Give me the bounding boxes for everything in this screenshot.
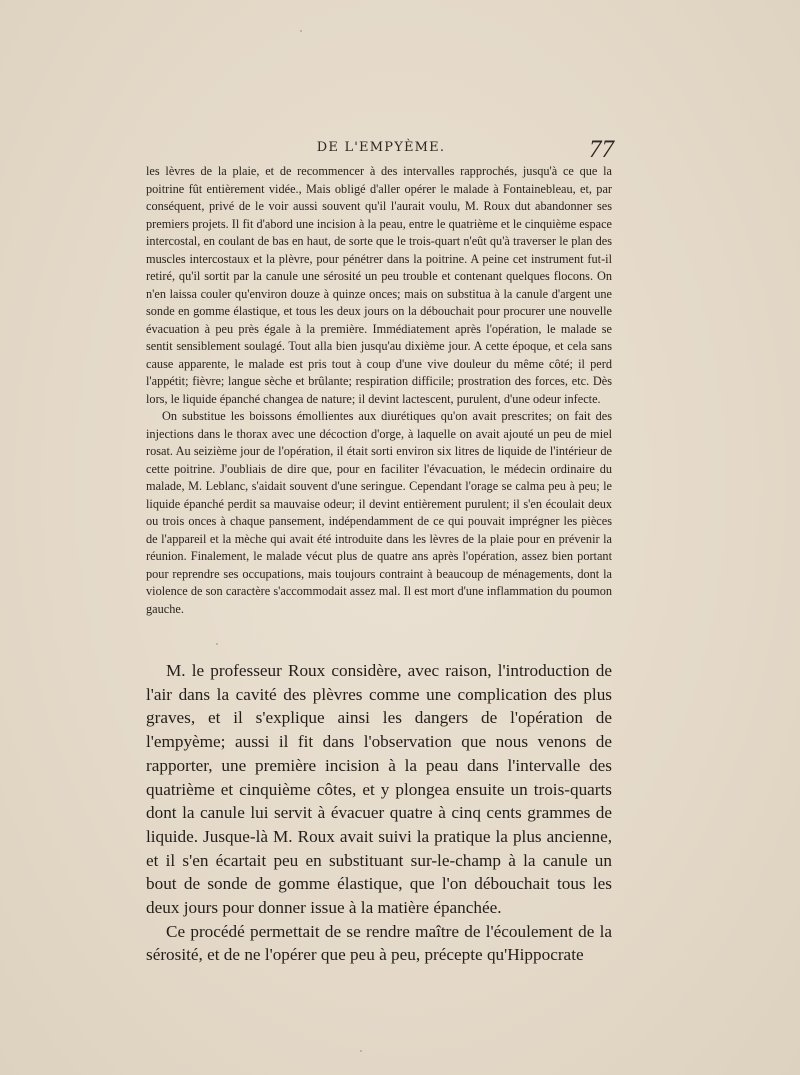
observation-note <box>146 163 612 618</box>
paper-speck <box>360 1050 362 1052</box>
main-text <box>146 659 612 967</box>
running-title: DE L'EMPYÈME. <box>316 140 446 155</box>
main-paragraph: M. le professeur Roux considère, avec raison, l'introduction de l'air dans la cavité des plèvres comme une complication des plus graves, et il s'explique ainsi les dangers de l'opération de l'empyème; aussi il fit dans l'observation que nous venons de rapporter, une première incision à la peau dans l'intervalle des quatrième et cinquième côtes, et y plongea ensuite un trois-quarts dont la canule lui servit à évacuer quatre à cinq cents grammes de liquide. Jusque-là M. Roux avait suivi la pratique la plus ancienne, et il s'en écartait peu en substituant sur-le-champ à la canule un bout de sonde de gomme élastique, que l'on débouchait tous les deux jours pour donner issue à la matière épanchée. <box>146 661 612 918</box>
note-paragraph: les lèvres de la plaie, et de recommencer à des intervalles rapprochés, jusqu'à ce que la poitrine fût entièrement vidée., Mais obligé d'aller opérer le malade à Fontainebleau, et, par conséquent, privé de le voir aussi souvent qu'il l'aurait voulu, M. Roux dut abandonner ses premiers projets. Il fit d'abord une incision à la peau, entre le quatrième et le cinquième espace intercostal, en coulant de bas en haut, de sorte que le trois-quart n'eût qu'à traverser le plan des muscles intercostaux et la plèvre, pour pénétrer dans la poitrine. A peine cet instrument fut-il retiré, qu'il sortit par la canule une sérosité un peu trouble et contenant quelques flocons. On n'en laissa couler qu'environ douze à quinze onces; mais on substitua à la canule d'argent une sonde en gomme élastique, et tous les deux jours on la débouchait pour procurer une nouvelle évacuation à peu près égale à la première. Immédiatement après l'opération, le malade se sentit sensiblement soulagé. Tout alla bien jusqu'au dixième jour. A cette époque, et cela sans cause apparente, le malade est pris tout à coup d'une vive douleur du même côté; il perd l'appétit; fièvre; langue sèche et brûlante; respiration difficile; prostration des forces, etc. Dès lors, le liquide épanché changea de nature; il devint lactescent, purulent, d'une odeur infecte. <box>146 164 612 406</box>
paper-speck <box>300 30 302 32</box>
main-paragraph: Ce procédé permettait de se rendre maître de l'écoulement de la sérosité, et de ne l'opérer que peu à peu, précepte qu'Hippocrate <box>146 921 612 965</box>
paper-speck <box>216 643 218 645</box>
page-header <box>146 136 616 166</box>
note-paragraph: On substitue les boissons émollientes aux diurétiques qu'on avait prescrites; on fait des injections dans le thorax avec une décoction d'orge, à laquelle on avait ajouté un peu de miel rosat. Au seizième jour de l'opération, il était sorti environ six litres de liquide de l'intérieur de cette poitrine. J'oubliais de dire que, pour en faciliter l'évacuation, le médecin ordinaire du malade, M. Leblanc, s'aidait souvent d'une seringue. Cependant l'orage se calma peu à peu; le liquide épanché perdit sa mauvaise odeur; il devint entièrement purulent; il s'en écoulait deux ou trois onces à chaque pansement, indépendamment de ce qui pouvait imprégner les pièces de l'appareil et la mèche qui avait été introduite dans les lèvres de la plaie pour en prévenir la réunion. Finalement, le malade vécut plus de quatre ans après l'opération, assez bien portant pour reprendre ses occupations, mais toujours contraint à beaucoup de ménagements, dont la violence de son caractère s'accommodait assez mal. Il est mort d'une inflammation du poumon gauche. <box>146 409 612 616</box>
page-number: 77 <box>589 136 614 163</box>
